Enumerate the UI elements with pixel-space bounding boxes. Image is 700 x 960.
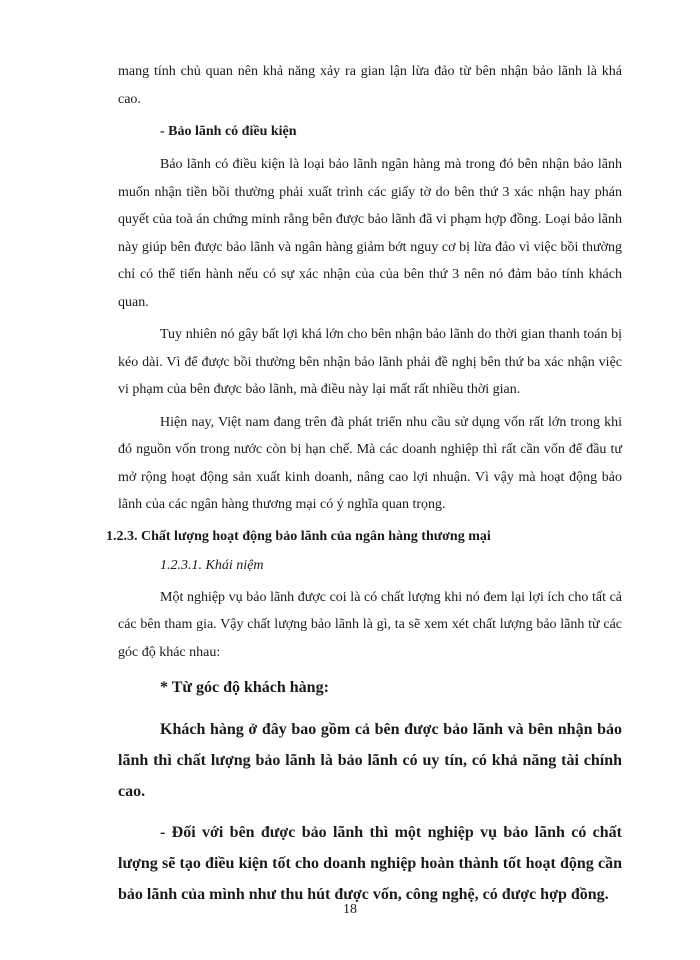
paragraph-quality-definition: Một nghiệp vụ bảo lãnh được coi là có chất lượng khi nó đem lại lợi ích cho tất cả các bên tham gia. Vậy chất lượng bảo lãnh là gì, ta sẽ xem xét chất lượng bảo lãnh từ các góc độ khác nhau: bbox=[118, 589, 622, 660]
section-heading: 1.2.3. Chất lượng hoạt động bảo lãnh của ngân hàng thương mại bbox=[106, 528, 491, 544]
page-number: 18 bbox=[343, 902, 357, 917]
document-page bbox=[106, 58, 622, 920]
heading-customer-perspective: * Từ góc độ khách hàng: bbox=[160, 679, 329, 696]
paragraph-customer: Khách hàng ở đây bao gồm cả bên được bảo lãnh và bên nhận bảo lãnh thì chất lượng bảo lãnh là bảo lãnh có uy tín, có khả năng tài chính cao. bbox=[118, 721, 622, 800]
heading-conditional-guarantee: - Bảo lãnh có điều kiện bbox=[160, 124, 297, 139]
paragraph-continued: mang tính chủ quan nên khả năng xảy ra gian lận lừa đảo từ bên nhận bảo lãnh là khá cao. bbox=[118, 64, 622, 107]
paragraph-conditional-definition: Bảo lãnh có điều kiện là loại bảo lãnh ngân hàng mà trong đó bên nhận bảo lãnh muốn nhận tiền bồi thường phải xuất trình các giấy tờ do bên thứ 3 xác nhận hay phán quyết của toà án chứng minh rằng bên được bảo lãnh đã vi phạm hợp đồng. Loại bảo lãnh này giúp bên được bảo lãnh và ngân hàng giảm bớt nguy cơ bị lừa đảo vì việc bồi thường chỉ có thể tiến hành nếu có sự xác nhận của của bên thứ 3 nên nó đảm bảo tính khách quan. bbox=[118, 157, 622, 310]
subsection-heading: 1.2.3.1. Khái niệm bbox=[160, 557, 264, 573]
paragraph-vietnam-context: Hiện nay, Việt nam đang trên đà phát triển nhu cầu sử dụng vốn rất lớn trong khi đó nguồn vốn trong nước còn bị hạn chế. Mà các doanh nghiệp thì rất cần vốn để đầu tư mở rộng hoạt động sản xuất kinh doanh, nâng cao lợi nhuận. Vì vậy mà hoạt động bảo lãnh của các ngân hàng thương mại có ý nghĩa quan trọng. bbox=[118, 414, 622, 512]
paragraph-guaranteed-party: - Đối với bên được bảo lãnh thì một nghiệp vụ bảo lãnh có chất lượng sẽ tạo điều kiện tốt cho doanh nghiệp hoàn thành tốt hoạt động cần bảo lãnh của mình như thu hút được vốn, công nghệ, có được hợp đồng. bbox=[118, 824, 622, 903]
paragraph-disadvantage: Tuy nhiên nó gây bất lợi khá lớn cho bên nhận bảo lãnh do thời gian thanh toán bị kéo dài. Vì để được bồi thường bên nhận bảo lãnh phải đề nghị bên thứ ba xác nhận việc vi phạm của bên được bảo lãnh, mà điều này lại mất rất nhiều thời gian. bbox=[118, 327, 622, 397]
